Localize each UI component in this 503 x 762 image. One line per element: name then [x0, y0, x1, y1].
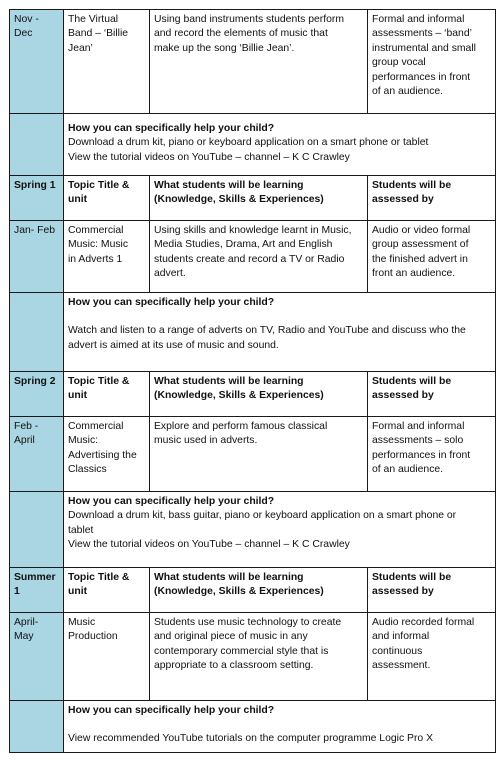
- topic-cell: Commercial Music: Advertising the Classics: [64, 417, 150, 492]
- period-cell: April- May: [10, 613, 64, 701]
- help-title: How you can specifically help your child?: [68, 123, 275, 134]
- assessed-cell: Formal and informal assessments – solo performances in front of an audience.: [368, 417, 496, 492]
- assessed-cell: Audio recorded formal and informal continuous assessment.: [368, 613, 496, 701]
- help-row: [10, 701, 496, 753]
- table-row: [10, 613, 496, 701]
- topic-cell: The Virtual Band – ‘Billie Jean’: [64, 10, 150, 114]
- topic-cell: Music Production: [64, 613, 150, 701]
- table-row: [10, 417, 496, 492]
- term-label: Spring 2: [10, 372, 64, 417]
- learning-cell: Using skills and knowledge learnt in Music, Media Studies, Drama, Art and English students create and record a TV or Radio advert.: [150, 221, 368, 293]
- help-cell: How you can specifically help your child? Download a drum kit, piano or keyboard application on a smart phone or tablet View the tutorial videos on YouTube – channel – K C Crawley: [64, 114, 496, 176]
- help-row: [10, 114, 496, 176]
- period-cell: Nov - Dec: [10, 10, 64, 114]
- period-cell: Jan- Feb: [10, 221, 64, 293]
- term-label: Spring 1: [10, 176, 64, 221]
- help-title: How you can specifically help your child?: [68, 297, 275, 308]
- term-label: Summer 1: [10, 568, 64, 613]
- term-header-row: Spring 1 Topic Title & unit What students will be learning (Knowledge, Skills & Experiences) Students will be assessed by: [10, 176, 496, 221]
- help-cell: How you can specifically help your child? View recommended YouTube tutorials on the computer programme Logic Pro X: [64, 701, 496, 753]
- term-header-row: Summer 1 Topic Title & unit What students will be learning (Knowledge, Skills & Experiences) Students will be assessed by: [10, 568, 496, 613]
- term-header-row: Spring 2 Topic Title & unit What students will be learning (Knowledge, Skills & Experiences) Students will be assessed by: [10, 372, 496, 417]
- help-cell: How you can specifically help your child? Watch and listen to a range of adverts on TV, Radio and YouTube and discuss who the advert is aimed at its use of music and sound.: [64, 293, 496, 372]
- table-row: [10, 221, 496, 293]
- help-row: [10, 492, 496, 568]
- learning-cell: Explore and perform famous classical music used in adverts.: [150, 417, 368, 492]
- learning-cell: Using band instruments students perform and record the elements of music that make up the song ‘Billie Jean’.: [150, 10, 368, 114]
- help-cell: How you can specifically help your child? Download a drum kit, bass guitar, piano or keyboard application on a smart phone or tablet View the tutorial videos on YouTube – channel – K C Crawley: [64, 492, 496, 568]
- curriculum-table: [9, 9, 496, 753]
- period-cell: Feb - April: [10, 417, 64, 492]
- topic-cell: Commercial Music: Music in Adverts 1: [64, 221, 150, 293]
- table-row: [10, 10, 496, 114]
- help-title: How you can specifically help your child?: [68, 705, 275, 716]
- assessed-cell: Audio or video formal group assessment of the finished advert in front an audience.: [368, 221, 496, 293]
- assessed-cell: Formal and informal assessments – ‘band’ instrumental and small group vocal performances in front of an audience.: [368, 10, 496, 114]
- learning-cell: Students use music technology to create and original piece of music in any contemporary commercial style that is appropriate to a classroom setting.: [150, 613, 368, 701]
- help-title: How you can specifically help your child?: [68, 496, 275, 507]
- help-row: [10, 293, 496, 372]
